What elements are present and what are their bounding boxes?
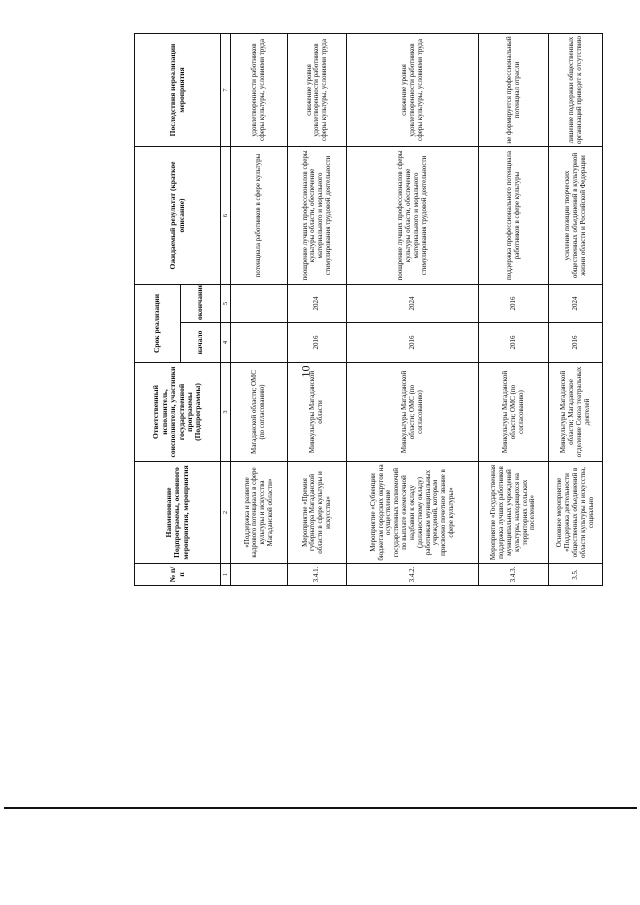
row-start: 2016 [347,323,479,363]
index-cell: 3 [221,363,231,462]
row-consequence: не формируется профессиональный потенциал отрасли [479,33,549,146]
document-page [134,34,595,586]
row-number: 3.4.3. [479,564,549,586]
table-row [347,33,479,585]
index-cell: 5 [221,284,231,322]
row-end: 2024 [288,284,347,322]
table-row [231,33,288,585]
row-end: 2024 [549,284,603,322]
row-executor: Магаданской области; ОМС (по согласованию) [231,363,288,462]
row-start [231,323,288,363]
index-cell: 7 [221,33,231,146]
index-cell: 6 [221,146,231,284]
table-row [549,33,603,585]
row-name: Мероприятие «Премия губернатора Магаданской области в сфере культуры и искусства» [288,462,347,564]
row-executor: Минкультуры Магаданской области [288,363,347,462]
row-consequence: удовлетворенности работников сферы культуры, условиями труда [231,33,288,146]
row-result: поддержка профессионального потенциала работников в сфере культуры [479,146,549,284]
index-row [221,33,231,585]
row-result: поощрение лучших профессионалов сферы культуры области, обеспечение материального и морального стимулирования трудовой деятельности [347,146,479,284]
row-end: 2024 [347,284,479,322]
row-start: 2016 [479,323,549,363]
header-row [135,33,181,585]
row-name: Основное мероприятие «Поддержка деятельности общественных объединений в области культуры и искусства, социально [549,462,603,564]
row-number: 3.4.2. [347,564,479,586]
header-consequence: Последствия нереализации мероприятия [135,33,221,146]
header-number: № п/п [135,564,221,586]
page-number: 10 [298,365,313,378]
program-measures-table [134,33,603,586]
table-row [479,33,549,585]
row-name: Мероприятие «Государственная поддержка лучших работников муниципальных учреждений культуры, находящихся на территориях сельских поселений» [479,462,549,564]
index-cell: 1 [221,564,231,586]
table-row [288,33,347,585]
row-result: потенциала работников в сфере культуры [231,146,288,284]
row-name: Мероприятие «Субвенции бюджетам городских округов на осуществление государственных полномочий по выплате ежемесячной надбавки к окладу (должностному окладу) работникам муниципальных учреждений, которым присвоено почетное звание в сфере культуры» [347,462,479,564]
row-end [231,284,288,322]
row-executor: Минкультуры Магаданской области; ОМС (по согласованию) [479,363,549,462]
index-cell: 2 [221,462,231,564]
row-end: 2016 [479,284,549,322]
row-name: «Поддержка и развитие кадрового потенциала в сфере культуры и искусства Магаданской области» [231,462,288,564]
row-number: 3.4.1. [288,564,347,586]
header-executor: Ответственный исполнитель, соисполнители, участники государственной программы (Подпрограммы) [135,363,221,462]
row-executor: Минкультуры Магаданской области; Магаданское отделение Союза театральных деятелей [549,363,603,462]
row-consequence: лишение поддержки общественных организаций приведет к отсутствию [549,33,603,146]
bottom-rule [4,807,637,809]
row-result: поощрение лучших профессионалов сферы культуры области, обеспечение материального и морального стимулирования трудовой деятельности [288,146,347,284]
header-result: Ожидаемый результат (краткое описание) [135,146,221,284]
header-name: Наименование Подпрограммы, основного мероприятия, мероприятия [135,462,221,564]
row-start: 2016 [288,323,347,363]
row-start: 2016 [549,323,603,363]
row-number [231,564,288,586]
header-end: окончание [181,284,221,322]
row-consequence: снижение уровня удовлетворенности работников сферы культуры, условиями труда [347,33,479,146]
row-result: усиление позиции творческих общественных объединений в культурной жизни области и Российской Федерации [549,146,603,284]
row-number: 3.5. [549,564,603,586]
header-start: начало [181,323,221,363]
row-consequence: снижение уровня удовлетворенности работников сферы культуры, условиями труда [288,33,347,146]
header-period: Срок реализации [135,284,181,362]
row-executor: Минкультуры Магаданской области; ОМС (по согласованию) [347,363,479,462]
index-cell: 4 [221,323,231,363]
